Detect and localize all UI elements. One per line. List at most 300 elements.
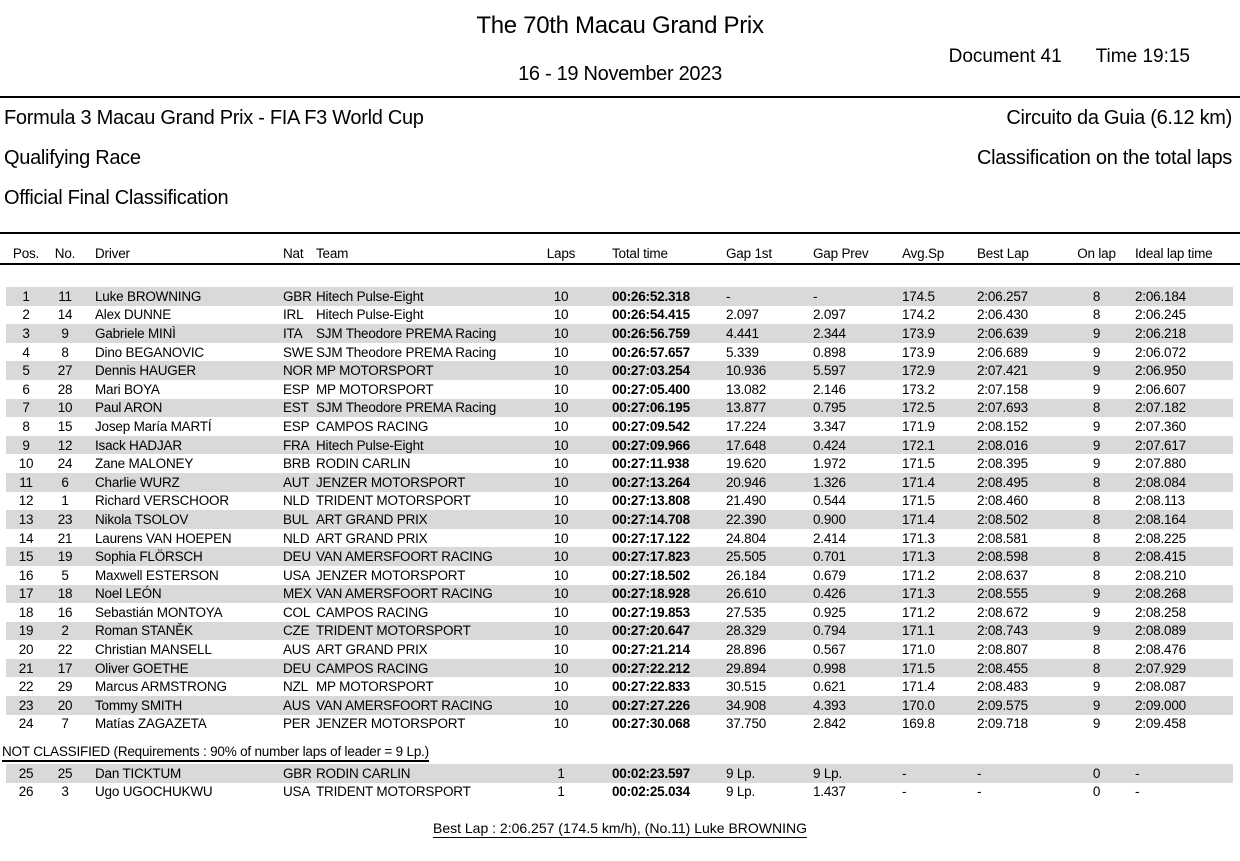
cell-car-number: 14 — [57, 307, 73, 323]
cell-team: Hitech Pulse-Eight — [316, 307, 424, 323]
cell-best-lap: 2:09.718 — [977, 716, 1028, 732]
table-row — [6, 696, 1233, 715]
cell-on-lap: 9 — [1092, 363, 1101, 379]
cell-gap-prev: - — [813, 288, 818, 304]
col-header-total-time: Total time — [612, 246, 668, 261]
table-row — [6, 417, 1233, 436]
cell-gap-prev: 2.146 — [813, 381, 846, 397]
cell-gap-1st: 10.936 — [726, 363, 767, 379]
cell-pos: 14 — [18, 530, 34, 546]
cell-team: CAMPOS RACING — [316, 660, 429, 676]
table-row — [6, 715, 1233, 734]
col-header-best-lap: Best Lap — [977, 246, 1029, 261]
cell-gap-1st: 25.505 — [726, 549, 767, 565]
cell-ideal-lap: 2:06.607 — [1135, 381, 1186, 397]
cell-pos: 17 — [18, 586, 34, 602]
cell-avg-speed: 174.2 — [902, 307, 935, 323]
table-row — [6, 306, 1233, 325]
cell-gap-prev: 0.794 — [813, 623, 846, 639]
cell-pos: 24 — [18, 716, 34, 732]
cell-laps: 10 — [553, 325, 569, 341]
cell-pos: 18 — [18, 604, 34, 620]
cell-nat: NZL — [283, 679, 308, 695]
cell-on-lap: 9 — [1092, 697, 1101, 713]
cell-gap-1st: 13.877 — [726, 400, 767, 416]
cell-car-number: 10 — [57, 400, 73, 416]
cell-on-lap: 0 — [1092, 784, 1101, 800]
cell-gap-1st: - — [726, 288, 731, 304]
cell-nat: IRL — [283, 307, 304, 323]
cell-pos: 12 — [18, 493, 34, 509]
cell-on-lap: 8 — [1092, 567, 1101, 583]
cell-on-lap: 9 — [1092, 437, 1101, 453]
cell-laps: 10 — [553, 586, 569, 602]
cell-nat: MEX — [283, 586, 312, 602]
cell-pos: 13 — [18, 511, 34, 527]
cell-car-number: 15 — [57, 418, 73, 434]
cell-on-lap: 0 — [1092, 765, 1101, 781]
cell-best-lap: - — [977, 784, 982, 800]
cell-nat: NLD — [283, 530, 310, 546]
cell-ideal-lap: - — [1135, 784, 1140, 800]
cell-gap-1st: 13.082 — [726, 381, 767, 397]
cell-laps: 10 — [553, 307, 569, 323]
cell-best-lap: 2:08.807 — [977, 642, 1028, 658]
cell-pos: 4 — [22, 344, 30, 360]
cell-pos: 7 — [22, 400, 30, 416]
cell-ideal-lap: 2:06.218 — [1135, 325, 1186, 341]
cell-laps: 10 — [553, 679, 569, 695]
cell-car-number: 7 — [61, 716, 69, 732]
cell-avg-speed: 171.0 — [902, 642, 935, 658]
cell-team: JENZER MOTORSPORT — [316, 716, 466, 732]
cell-avg-speed: 171.5 — [902, 456, 935, 472]
cell-gap-prev: 0.795 — [813, 400, 846, 416]
cell-avg-speed: 171.5 — [902, 493, 935, 509]
cell-ideal-lap: 2:08.225 — [1135, 530, 1186, 546]
cell-team: MP MOTORSPORT — [316, 679, 434, 695]
cell-gap-prev: 0.424 — [813, 437, 846, 453]
cell-total-time: 00:27:30.068 — [612, 716, 690, 732]
cell-nat: AUS — [283, 697, 311, 713]
cell-car-number: 21 — [57, 530, 73, 546]
cell-ideal-lap: 2:08.268 — [1135, 586, 1186, 602]
cell-avg-speed: 171.4 — [902, 474, 935, 490]
table-row — [6, 287, 1233, 306]
cell-total-time: 00:27:09.542 — [612, 418, 690, 434]
cell-total-time: 00:27:13.808 — [612, 493, 690, 509]
cell-team: Hitech Pulse-Eight — [316, 288, 424, 304]
col-header-pos: Pos. — [12, 246, 40, 261]
cell-pos: 21 — [18, 660, 34, 676]
cell-ideal-lap: 2:06.072 — [1135, 344, 1186, 360]
table-header-row — [8, 244, 1232, 263]
table-row — [6, 547, 1233, 566]
cell-nat: USA — [283, 567, 311, 583]
cell-gap-1st: 34.908 — [726, 697, 767, 713]
cell-gap-prev: 5.597 — [813, 363, 846, 379]
cell-total-time: 00:27:18.502 — [612, 567, 690, 583]
cell-driver: Matías ZAGAZETA — [95, 716, 207, 732]
col-header-no: No. — [54, 246, 76, 261]
cell-ideal-lap: 2:07.360 — [1135, 418, 1186, 434]
cell-nat: AUT — [283, 474, 310, 490]
cell-gap-prev: 4.393 — [813, 697, 846, 713]
cell-total-time: 00:27:22.212 — [612, 660, 690, 676]
classification-rows — [6, 287, 1233, 733]
cell-gap-prev: 0.701 — [813, 549, 846, 565]
col-header-ideal-lap: Ideal lap time — [1135, 246, 1213, 261]
cell-total-time: 00:27:03.254 — [612, 363, 690, 379]
cell-gap-1st: 27.535 — [726, 604, 767, 620]
cell-avg-speed: 171.4 — [902, 511, 935, 527]
cell-ideal-lap: 2:07.929 — [1135, 660, 1186, 676]
horizontal-rule — [0, 96, 1240, 98]
table-row — [6, 659, 1233, 678]
cell-laps: 10 — [553, 474, 569, 490]
cell-team: ART GRAND PRIX — [316, 530, 428, 546]
cell-team: TRIDENT MOTORSPORT — [316, 493, 471, 509]
cell-nat: SWE — [283, 344, 314, 360]
cell-team: SJM Theodore PREMA Racing — [316, 344, 497, 360]
cell-driver: Tommy SMITH — [95, 697, 183, 713]
col-header-team: Team — [316, 246, 349, 261]
cell-laps: 10 — [553, 493, 569, 509]
cell-gap-1st: 17.224 — [726, 418, 767, 434]
cell-gap-prev: 2.842 — [813, 716, 846, 732]
cell-gap-1st: 17.648 — [726, 437, 767, 453]
table-row — [6, 764, 1233, 783]
cell-car-number: 12 — [57, 437, 73, 453]
col-header-avg-speed: Avg.Sp — [902, 246, 945, 261]
cell-car-number: 3 — [61, 784, 69, 800]
cell-pos: 26 — [18, 784, 34, 800]
cell-car-number: 22 — [57, 642, 73, 658]
horizontal-rule — [0, 263, 1240, 265]
cell-gap-prev: 0.621 — [813, 679, 846, 695]
table-row — [6, 324, 1233, 343]
cell-total-time: 00:27:22.833 — [612, 679, 690, 695]
cell-gap-1st: 2.097 — [726, 307, 759, 323]
cell-ideal-lap: 2:06.950 — [1135, 363, 1186, 379]
cell-gap-1st: 28.896 — [726, 642, 767, 658]
cell-laps: 10 — [553, 623, 569, 639]
cell-driver: Alex DUNNE — [95, 307, 172, 323]
cell-best-lap: 2:08.555 — [977, 586, 1028, 602]
cell-gap-1st: 19.620 — [726, 456, 767, 472]
cell-gap-1st: 9 Lp. — [726, 765, 756, 781]
cell-driver: Laurens VAN HOEPEN — [95, 530, 232, 546]
cell-avg-speed: 172.1 — [902, 437, 935, 453]
cell-total-time: 00:26:54.415 — [612, 307, 690, 323]
table-row — [6, 454, 1233, 473]
cell-laps: 10 — [553, 549, 569, 565]
not-classified-heading: NOT CLASSIFIED (Requirements : 90% of number laps of leader = 9 Lp.) — [2, 744, 429, 762]
cell-avg-speed: 173.2 — [902, 381, 935, 397]
cell-on-lap: 8 — [1092, 511, 1101, 527]
cell-on-lap: 9 — [1092, 604, 1101, 620]
cell-team: SJM Theodore PREMA Racing — [316, 325, 497, 341]
cell-nat: DEU — [283, 549, 311, 565]
cell-total-time: 00:27:18.928 — [612, 586, 690, 602]
cell-gap-prev: 1.972 — [813, 456, 846, 472]
event-dates: 16 - 19 November 2023 — [518, 63, 722, 85]
cell-pos: 5 — [22, 363, 30, 379]
table-row — [6, 585, 1233, 604]
cell-best-lap: 2:08.455 — [977, 660, 1028, 676]
cell-pos: 25 — [18, 765, 34, 781]
cell-car-number: 8 — [61, 344, 69, 360]
cell-laps: 10 — [553, 567, 569, 583]
cell-ideal-lap: 2:08.087 — [1135, 679, 1186, 695]
cell-laps: 10 — [553, 660, 569, 676]
cell-gap-1st: 29.894 — [726, 660, 767, 676]
cell-total-time: 00:26:52.318 — [612, 288, 690, 304]
cell-nat: ESP — [283, 381, 310, 397]
cell-team: TRIDENT MOTORSPORT — [316, 623, 471, 639]
cell-nat: CZE — [283, 623, 310, 639]
cell-on-lap: 8 — [1092, 288, 1101, 304]
cell-driver: Sophia FLÖRSCH — [95, 549, 203, 565]
cell-driver: Charlie WURZ — [95, 474, 180, 490]
cell-ideal-lap: 2:08.089 — [1135, 623, 1186, 639]
cell-on-lap: 9 — [1092, 381, 1101, 397]
cell-nat: BUL — [283, 511, 309, 527]
cell-ideal-lap: 2:08.164 — [1135, 511, 1186, 527]
col-header-gap-1st: Gap 1st — [726, 246, 772, 261]
cell-gap-prev: 0.426 — [813, 586, 846, 602]
cell-laps: 10 — [553, 530, 569, 546]
cell-gap-prev: 0.925 — [813, 604, 846, 620]
cell-team: VAN AMERSFOORT RACING — [316, 697, 493, 713]
cell-best-lap: 2:08.502 — [977, 511, 1028, 527]
cell-gap-prev: 2.097 — [813, 307, 846, 323]
cell-gap-prev: 2.414 — [813, 530, 846, 546]
cell-gap-1st: 21.490 — [726, 493, 767, 509]
table-row — [6, 399, 1233, 418]
cell-total-time: 00:27:20.647 — [612, 623, 690, 639]
cell-pos: 8 — [22, 418, 30, 434]
cell-ideal-lap: 2:08.415 — [1135, 549, 1186, 565]
cell-on-lap: 8 — [1092, 307, 1101, 323]
cell-team: SJM Theodore PREMA Racing — [316, 400, 497, 416]
horizontal-rule — [0, 232, 1240, 234]
cell-pos: 11 — [19, 474, 33, 490]
cell-nat: GBR — [283, 765, 312, 781]
cell-car-number: 6 — [61, 474, 69, 490]
cell-team: JENZER MOTORSPORT — [316, 474, 466, 490]
table-row — [6, 380, 1233, 399]
cell-avg-speed: 170.0 — [902, 697, 935, 713]
cell-nat: PER — [283, 716, 311, 732]
cell-car-number: 25 — [57, 765, 73, 781]
cell-ideal-lap: 2:08.476 — [1135, 642, 1186, 658]
cell-driver: Dennis HAUGER — [95, 363, 196, 379]
cell-gap-1st: 24.804 — [726, 530, 767, 546]
cell-driver: Luke BROWNING — [95, 288, 202, 304]
cell-best-lap: 2:08.581 — [977, 530, 1028, 546]
cell-total-time: 00:27:06.195 — [612, 400, 690, 416]
cell-avg-speed: 171.3 — [902, 586, 935, 602]
cell-car-number: 9 — [61, 325, 69, 341]
cell-driver: Oliver GOETHE — [95, 660, 189, 676]
cell-avg-speed: - — [902, 765, 907, 781]
cell-gap-prev: 0.998 — [813, 660, 846, 676]
cell-best-lap: 2:06.430 — [977, 307, 1028, 323]
cell-gap-1st: 9 Lp. — [726, 784, 756, 800]
table-row — [6, 677, 1233, 696]
cell-total-time: 00:27:17.823 — [612, 549, 690, 565]
cell-car-number: 18 — [57, 586, 73, 602]
cell-driver: Marcus ARMSTRONG — [95, 679, 227, 695]
cell-driver: Paul ARON — [95, 400, 163, 416]
cell-nat: AUS — [283, 642, 311, 658]
cell-laps: 10 — [553, 604, 569, 620]
cell-on-lap: 8 — [1092, 474, 1101, 490]
cell-nat: FRA — [283, 437, 310, 453]
cell-avg-speed: 171.9 — [902, 418, 935, 434]
cell-nat: ESP — [283, 418, 310, 434]
col-header-on-lap: On lap — [1077, 246, 1116, 261]
cell-laps: 10 — [553, 437, 569, 453]
report-title: Official Final Classification — [4, 187, 229, 209]
cell-driver: Sebastián MONTOYA — [95, 604, 223, 620]
cell-total-time: 00:26:57.657 — [612, 344, 690, 360]
table-row — [6, 622, 1233, 641]
cell-on-lap: 9 — [1092, 456, 1101, 472]
cell-total-time: 00:26:56.759 — [612, 325, 690, 341]
cell-total-time: 00:02:25.034 — [612, 784, 690, 800]
cell-team: MP MOTORSPORT — [316, 363, 434, 379]
cell-team: TRIDENT MOTORSPORT — [316, 784, 471, 800]
cell-nat: COL — [283, 604, 311, 620]
cell-best-lap: 2:09.575 — [977, 697, 1028, 713]
table-row — [6, 529, 1233, 548]
cell-nat: EST — [283, 400, 309, 416]
table-row — [6, 343, 1233, 362]
cell-laps: 10 — [553, 381, 569, 397]
cell-team: RODIN CARLIN — [316, 456, 411, 472]
cell-on-lap: 9 — [1092, 679, 1101, 695]
cell-team: RODIN CARLIN — [316, 765, 411, 781]
table-row — [6, 473, 1233, 492]
document-time: Time 19:15 — [1095, 46, 1190, 67]
cell-gap-1st: 30.515 — [726, 679, 767, 695]
cell-avg-speed: 171.4 — [902, 679, 935, 695]
cell-avg-speed: 172.5 — [902, 400, 935, 416]
cell-driver: Dino BEGANOVIC — [95, 344, 204, 360]
cell-driver: Maxwell ESTERSON — [95, 567, 219, 583]
cell-gap-prev: 2.344 — [813, 325, 846, 341]
cell-avg-speed: 171.3 — [902, 549, 935, 565]
not-classified-rows — [6, 764, 1233, 801]
cell-avg-speed: 171.2 — [902, 567, 935, 583]
cell-on-lap: 8 — [1092, 660, 1101, 676]
cell-laps: 10 — [553, 456, 569, 472]
cell-best-lap: 2:07.158 — [977, 381, 1028, 397]
cell-laps: 10 — [553, 288, 569, 304]
cell-driver: Josep María MARTÍ — [95, 418, 212, 434]
cell-gap-1st: 37.750 — [726, 716, 767, 732]
cell-on-lap: 8 — [1092, 530, 1101, 546]
cell-gap-1st: 28.329 — [726, 623, 767, 639]
classification-note: Classification on the total laps — [977, 147, 1232, 169]
cell-total-time: 00:27:21.214 — [612, 642, 690, 658]
cell-driver: Isack HADJAR — [95, 437, 182, 453]
cell-on-lap: 9 — [1092, 325, 1101, 341]
cell-ideal-lap: 2:08.113 — [1135, 493, 1185, 509]
cell-on-lap: 8 — [1092, 493, 1101, 509]
cell-pos: 15 — [18, 549, 34, 565]
col-header-laps: Laps — [546, 246, 576, 261]
cell-car-number: 2 — [61, 623, 69, 639]
cell-ideal-lap: 2:06.184 — [1135, 288, 1186, 304]
cell-best-lap: 2:08.395 — [977, 456, 1028, 472]
table-row — [6, 492, 1233, 511]
cell-pos: 9 — [22, 437, 30, 453]
cell-on-lap: 9 — [1092, 344, 1101, 360]
cell-car-number: 28 — [57, 381, 73, 397]
cell-car-number: 11 — [58, 288, 72, 304]
cell-team: CAMPOS RACING — [316, 604, 429, 620]
cell-best-lap: 2:08.598 — [977, 549, 1028, 565]
cell-gap-1st: 20.946 — [726, 474, 767, 490]
cell-gap-prev: 0.900 — [813, 511, 846, 527]
cell-on-lap: 8 — [1092, 642, 1101, 658]
cell-gap-prev: 1.437 — [813, 784, 846, 800]
cell-best-lap: 2:06.257 — [977, 288, 1028, 304]
cell-pos: 19 — [18, 623, 34, 639]
cell-car-number: 5 — [61, 567, 69, 583]
series-title: Formula 3 Macau Grand Prix - FIA F3 World Cup — [4, 107, 424, 129]
table-row — [6, 603, 1233, 622]
cell-best-lap: 2:07.421 — [977, 363, 1028, 379]
cell-gap-1st: 22.390 — [726, 511, 767, 527]
cell-driver: Nikola TSOLOV — [95, 511, 189, 527]
page-title: The 70th Macau Grand Prix — [476, 12, 764, 39]
cell-ideal-lap: 2:07.182 — [1135, 400, 1186, 416]
cell-gap-prev: 0.544 — [813, 493, 846, 509]
cell-pos: 16 — [18, 567, 34, 583]
cell-total-time: 00:27:05.400 — [612, 381, 690, 397]
cell-best-lap: 2:06.689 — [977, 344, 1028, 360]
cell-avg-speed: 172.9 — [902, 363, 935, 379]
cell-ideal-lap: 2:09.458 — [1135, 716, 1186, 732]
cell-pos: 1 — [22, 288, 30, 304]
cell-avg-speed: 173.9 — [902, 344, 935, 360]
cell-driver: Gabriele MINÌ — [95, 325, 176, 341]
cell-car-number: 1 — [61, 493, 69, 509]
cell-driver: Richard VERSCHOOR — [95, 493, 229, 509]
cell-pos: 3 — [22, 325, 30, 341]
cell-driver: Mari BOYA — [95, 381, 160, 397]
cell-laps: 10 — [553, 363, 569, 379]
cell-pos: 23 — [18, 697, 34, 713]
cell-total-time: 00:27:27.226 — [612, 697, 690, 713]
col-header-driver: Driver — [95, 246, 130, 261]
cell-ideal-lap: 2:06.245 — [1135, 307, 1186, 323]
cell-laps: 10 — [553, 716, 569, 732]
cell-car-number: 19 — [57, 549, 73, 565]
cell-driver: Christian MANSELL — [95, 642, 212, 658]
cell-pos: 20 — [18, 642, 34, 658]
cell-total-time: 00:27:17.122 — [612, 530, 690, 546]
cell-total-time: 00:27:19.853 — [612, 604, 690, 620]
cell-car-number: 23 — [57, 511, 73, 527]
cell-nat: DEU — [283, 660, 311, 676]
table-row — [6, 510, 1233, 529]
cell-gap-prev: 1.326 — [813, 474, 846, 490]
